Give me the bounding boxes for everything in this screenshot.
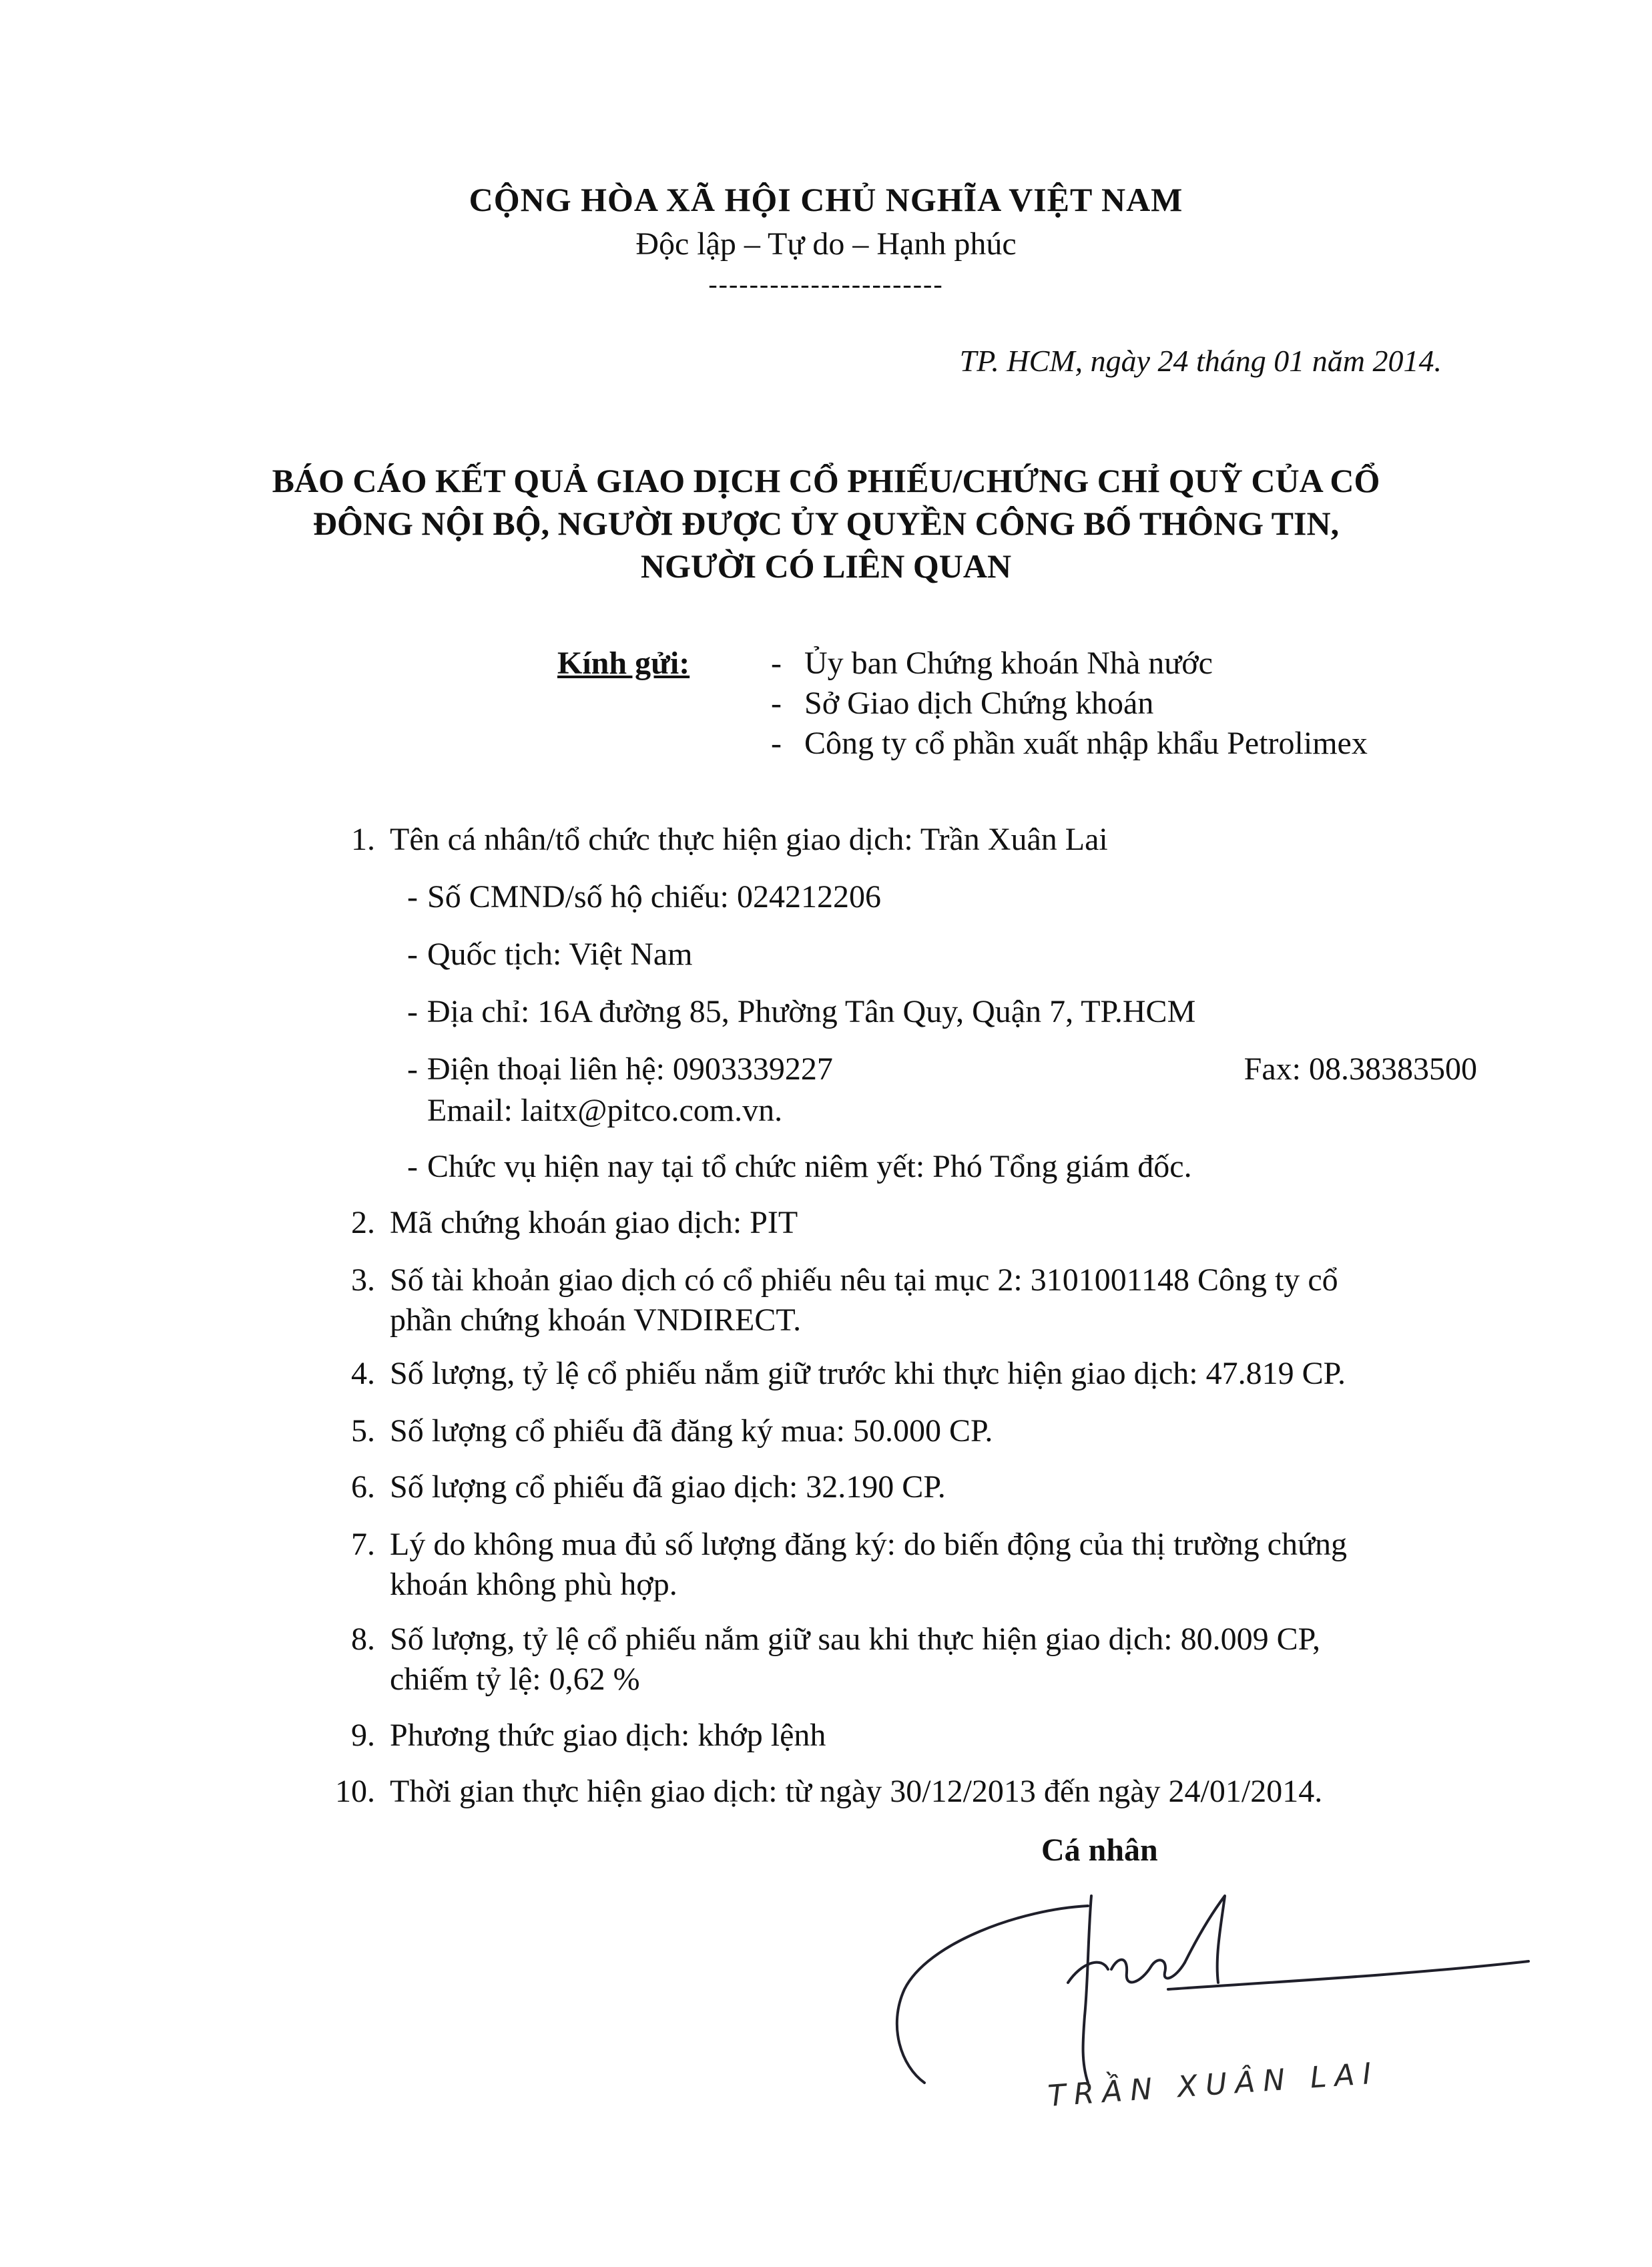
item-number: 3. — [351, 1262, 375, 1298]
recipient-1-text: Ủy ban Chứng khoán Nhà nước — [804, 646, 1213, 681]
detail-email: Email: laitx@pitco.com.vn. — [427, 1093, 783, 1128]
signature-label: Cá nhân — [1041, 1832, 1158, 1868]
item-text: Số lượng cổ phiếu đã giao dịch: 32.190 CP. — [390, 1469, 946, 1505]
list-item-8-continued: chiếm tỷ lệ: 0,62 % — [390, 1662, 640, 1697]
national-header: CỘNG HÒA XÃ HỘI CHỦ NGHĨA VIỆT NAM — [469, 181, 1183, 218]
header-divider: ----------------------- — [708, 269, 944, 299]
title-line-3: NGƯỜI CÓ LIÊN QUAN — [640, 547, 1012, 585]
detail-phone: - Điện thoại liên hệ: 0903339227 — [407, 1051, 833, 1087]
list-item-7-continued: khoán không phù hợp. — [390, 1567, 677, 1602]
recipient-2-text: Sở Giao dịch Chứng khoán — [804, 686, 1154, 721]
addressee-label: Kính gửi: — [557, 646, 690, 681]
list-item-3 — [320, 1262, 1338, 1298]
detail-fax: Fax: 08.38383500 — [1244, 1051, 1477, 1087]
list-item-2 — [320, 1204, 798, 1241]
signature-name: TRẦN XUÂN LAI — [1047, 2056, 1380, 2113]
list-item-4 — [320, 1355, 1346, 1392]
detail-address: - Địa chỉ: 16A đường 85, Phường Tân Quy, Quận 7, TP.HCM — [407, 994, 1196, 1029]
item-text: Số lượng cổ phiếu đã đăng ký mua: 50.000 CP. — [390, 1413, 993, 1449]
list-item-6 — [320, 1469, 946, 1505]
list-item-10 — [320, 1773, 1322, 1810]
item-number: 9. — [351, 1718, 375, 1753]
handwritten-signature — [888, 1882, 1542, 2176]
national-motto: Độc lập – Tự do – Hạnh phúc — [635, 226, 1017, 262]
date-line: TP. HCM, ngày 24 tháng 01 năm 2014. — [959, 344, 1442, 378]
item-text: Số lượng, tỷ lệ cổ phiếu nắm giữ trước khi thực hiện giao dịch: 47.819 CP. — [390, 1356, 1346, 1391]
item-text: Phương thức giao dịch: khớp lệnh — [390, 1718, 826, 1753]
detail-text: Điện thoại liên hệ: 0903339227 — [427, 1051, 833, 1087]
detail-text: Chức vụ hiện nay tại tổ chức niêm yết: Phó Tổng giám đốc. — [427, 1149, 1192, 1184]
item-text: Số tài khoản giao dịch có cổ phiếu nêu tại mục 2: 3101001148 Công ty cổ — [390, 1262, 1338, 1298]
item-text: Lý do không mua đủ số lượng đăng ký: do biến động của thị trường chứng — [390, 1527, 1347, 1562]
item-number: 1. — [351, 822, 375, 857]
recipient-3-text: Công ty cổ phần xuất nhập khẩu Petrolimex — [804, 726, 1368, 761]
list-item-1 — [320, 821, 1108, 858]
list-item-3-continued: phần chứng khoán VNDIRECT. — [390, 1302, 802, 1338]
recipient-1: - Ủy ban Chứng khoán Nhà nước — [771, 646, 1213, 681]
detail-nationality: - Quốc tịch: Việt Nam — [407, 937, 693, 972]
item-number: 8. — [351, 1621, 375, 1657]
detail-cmnd: - Số CMND/số hộ chiếu: 024212206 — [407, 879, 882, 915]
item-text: Số lượng, tỷ lệ cổ phiếu nắm giữ sau khi thực hiện giao dịch: 80.009 CP, — [390, 1621, 1320, 1657]
detail-text: Địa chỉ: 16A đường 85, Phường Tân Quy, Quận 7, TP.HCM — [427, 994, 1196, 1029]
list-item-9 — [320, 1717, 826, 1754]
detail-position: - Chức vụ hiện nay tại tổ chức niêm yết: Phó Tổng giám đốc. — [407, 1149, 1192, 1184]
item-number: 2. — [351, 1205, 375, 1240]
list-item-7 — [320, 1526, 1347, 1563]
item-number: 6. — [351, 1469, 375, 1505]
title-line-1: BÁO CÁO KẾT QUẢ GIAO DỊCH CỔ PHIẾU/CHỨNG CHỈ QUỸ CỦA CỔ — [272, 462, 1380, 499]
item-text: Tên cá nhân/tổ chức thực hiện giao dịch: Trần Xuân Lai — [390, 822, 1108, 857]
document-title — [0, 459, 1652, 587]
detail-text: Quốc tịch: Việt Nam — [427, 937, 693, 972]
item-number: 5. — [351, 1413, 375, 1449]
recipient-3: - Công ty cổ phần xuất nhập khẩu Petrolimex — [771, 726, 1368, 761]
list-item-5 — [320, 1413, 993, 1449]
title-line-2: ĐÔNG NỘI BỘ, NGƯỜI ĐƯỢC ỦY QUYỀN CÔNG BỐ THÔNG TIN, — [312, 505, 1340, 542]
list-item-8 — [320, 1621, 1320, 1658]
detail-text: Số CMND/số hộ chiếu: 024212206 — [427, 879, 882, 915]
item-text: Mã chứng khoán giao dịch: PIT — [390, 1205, 798, 1240]
item-number: 4. — [351, 1356, 375, 1391]
item-number: 7. — [351, 1527, 375, 1562]
item-number: 10. — [335, 1774, 375, 1809]
item-text: Thời gian thực hiện giao dịch: từ ngày 30/12/2013 đến ngày 24/01/2014. — [390, 1774, 1323, 1809]
recipient-2: - Sở Giao dịch Chứng khoán — [771, 686, 1154, 721]
